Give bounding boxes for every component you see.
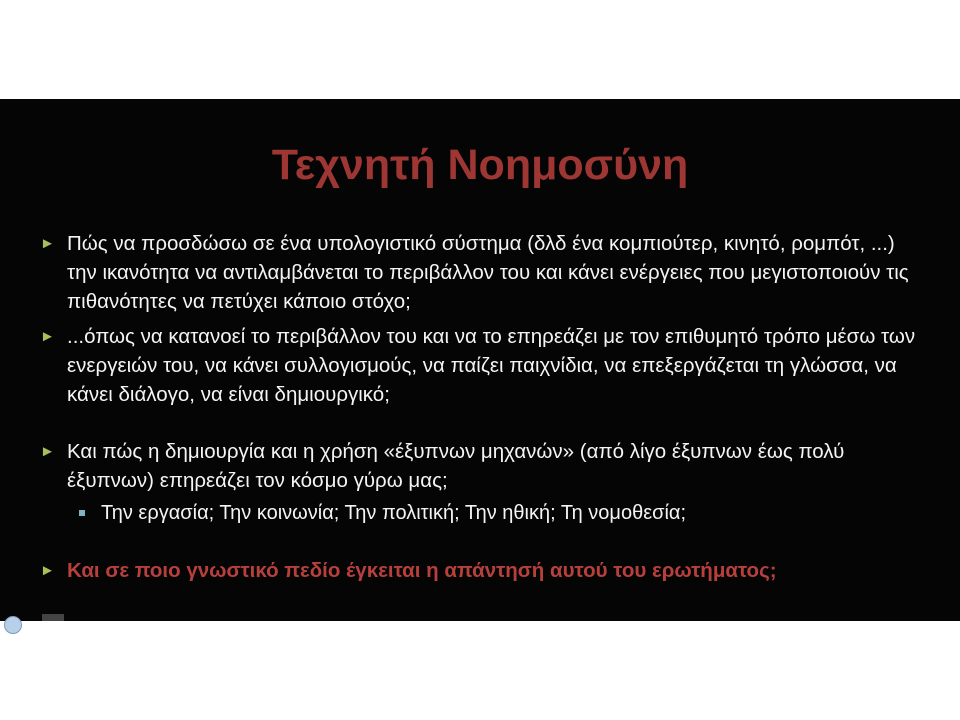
bullet-text-3: Και πώς η δημιουργία και η χρήση «έξυπνων μηχανών» (από λίγο έξυπνων έως πολύ έξυπνων) επηρεάζει τον κόσμο γύρω μας; bbox=[67, 440, 845, 492]
triangle-right-icon: ► bbox=[40, 328, 55, 345]
player-control-icon[interactable] bbox=[4, 616, 22, 634]
bullet-item-1 bbox=[40, 229, 920, 316]
sub-bullet-item bbox=[79, 499, 920, 528]
bullet-item-3 bbox=[40, 437, 920, 528]
sub-bullet-list bbox=[67, 499, 920, 528]
presentation-slide bbox=[0, 99, 960, 621]
triangle-right-icon: ► bbox=[40, 235, 55, 252]
triangle-right-icon: ► bbox=[40, 443, 55, 460]
triangle-right-icon: ► bbox=[40, 562, 55, 579]
toolbar-handle[interactable] bbox=[42, 614, 64, 621]
bullet-item-2 bbox=[40, 322, 920, 409]
slide-title: Τεχνητή Νοημοσύνη bbox=[271, 141, 689, 189]
sub-bullet-text: Την εργασία; Την κοινωνία; Την πολιτική; Την ηθική; Τη νομοθεσία; bbox=[101, 502, 687, 524]
bullet-item-4 bbox=[40, 556, 920, 585]
bullet-text-4: Και σε ποιο γνωστικό πεδίο έγκειται η απάντησή αυτού του ερωτήματος; bbox=[67, 559, 777, 582]
bullet-list bbox=[40, 229, 920, 585]
bullet-text-1: Πώς να προσδώσω σε ένα υπολογιστικό σύστημα (δλδ ένα κομπιούτερ, κινητό, ρομπότ, ...) την ικανότητα να αντιλαμβάνεται το περιβάλλον του και κάνει ενέργειες που μεγιστοποιούν τις πιθανότητες να πετύχει κάποιο στόχο; bbox=[67, 232, 909, 313]
square-bullet-icon bbox=[79, 510, 85, 516]
bullet-text-2: ...όπως να κατανοεί το περιβάλλον του και να το επηρεάζει με τον επιθυμητό τρόπο μέσω των ενεργειών του, να κάνει συλλογισμούς, να παίζει παιχνίδια, να επεξεργάζεται τη γλώσσα, να κάνει διάλογο, να είναι δημιουργικό; bbox=[67, 325, 916, 406]
